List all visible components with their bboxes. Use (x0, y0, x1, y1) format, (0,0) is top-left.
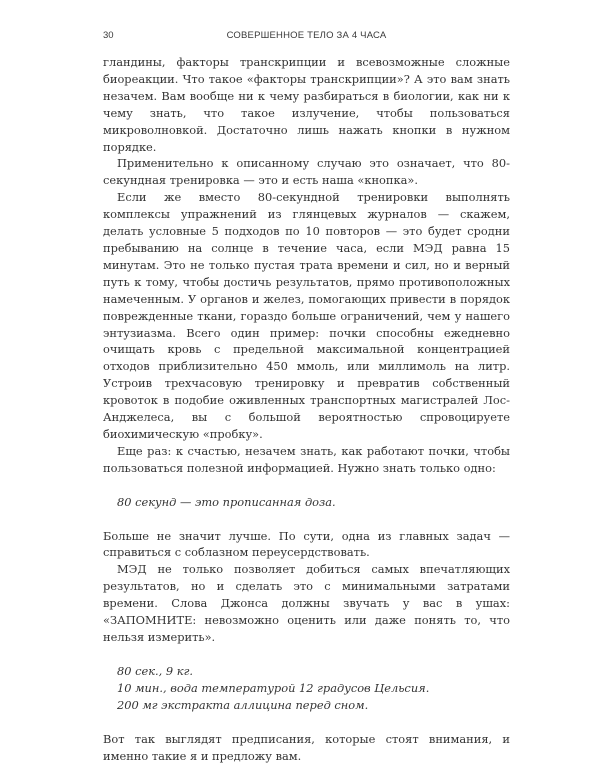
italic-dose-statement: 80 секунд — это прописанная доза. (117, 494, 336, 509)
paragraph-continuation: гландины, факторы транскрипции и всевозможные сложные биореакции. Что такое «факторы транскрипции»? А это вам знать незачем. Вам вообще ни к чему разбираться в биологии, как ни к чему знать, что такое излучение, чтобы пользоваться микроволновкой. Достаточно лишь нажать кнопки в нужном порядке. (103, 55, 510, 154)
paragraph-more-not-better: Больше не значит лучше. По сути, одна из главных задач — справиться с соблазном переусердствовать. (103, 528, 510, 560)
spacer (103, 511, 510, 528)
paragraph-magazine-workouts: Если же вместо 80-секундной тренировки выполнять комплексы упражнений из глянцевых журналов — скажем, делать условные 5 подходов по 10 повторов — это будет сродни пребыванию на солнце в течение часа, если МЭД равна 15 минутам. Это не только пустая трата времени и сил, но и верный путь к тому, чтобы достичь результатов, прямо противоположных намеченным. У органов и желез, помогающих привести в порядок поврежденные ткани, гораздо больше ограничений, чем у нашего энтузиазма. Всего один пример: почки способны ежедневно очищать кровь с предельной максимальной концентрацией отходов приблизительно 450 ммоль, или миллимоль на литр. Устроив трехчасовую тренировку и превратив собственный кровоток в подобие оживленных транспортных магистралей Лос-Анджелеса, вы с большой вероятностью спровоцируете биохимическую «пробку». (103, 190, 510, 441)
page-number: 30 (103, 30, 114, 41)
paragraph-kidneys: Еще раз: к счастью, незачем знать, как работают почки, чтобы пользоваться полезной информацией. Нужно знать только одно: (103, 443, 510, 475)
running-title: СОВЕРШЕННОЕ ТЕЛО ЗА 4 ЧАСА (226, 30, 387, 41)
page-header (103, 30, 510, 46)
spacer (103, 646, 510, 663)
prescription-line-2: 10 мин., вода температурой 12 градусов Цельсия. (117, 680, 430, 695)
spacer (103, 477, 510, 494)
paragraph-button-meaning: Применительно к описанному случаю это означает, что 80-секундная тренировка — это и есть наша «кнопка». (103, 156, 510, 188)
page-body (103, 54, 510, 764)
prescription-line-3: 200 мг экстракта аллицина перед сном. (117, 697, 369, 712)
prescription-line-1: 80 сек., 9 кг. (117, 663, 193, 678)
paragraph-med-jones: МЭД не только позволяет добиться самых впечатляющих результатов, но и сделать это с минимальными затратами времени. Слова Джонса должны звучать у вас в ушах: «ЗАПОМНИТЕ: невозможно оценить или даже понять то, что нельзя измерить». (103, 562, 510, 644)
paragraph-closing: Вот так выглядят предписания, которые стоят внимания, и именно такие я и предложу вам. (103, 731, 510, 763)
spacer (103, 714, 510, 731)
